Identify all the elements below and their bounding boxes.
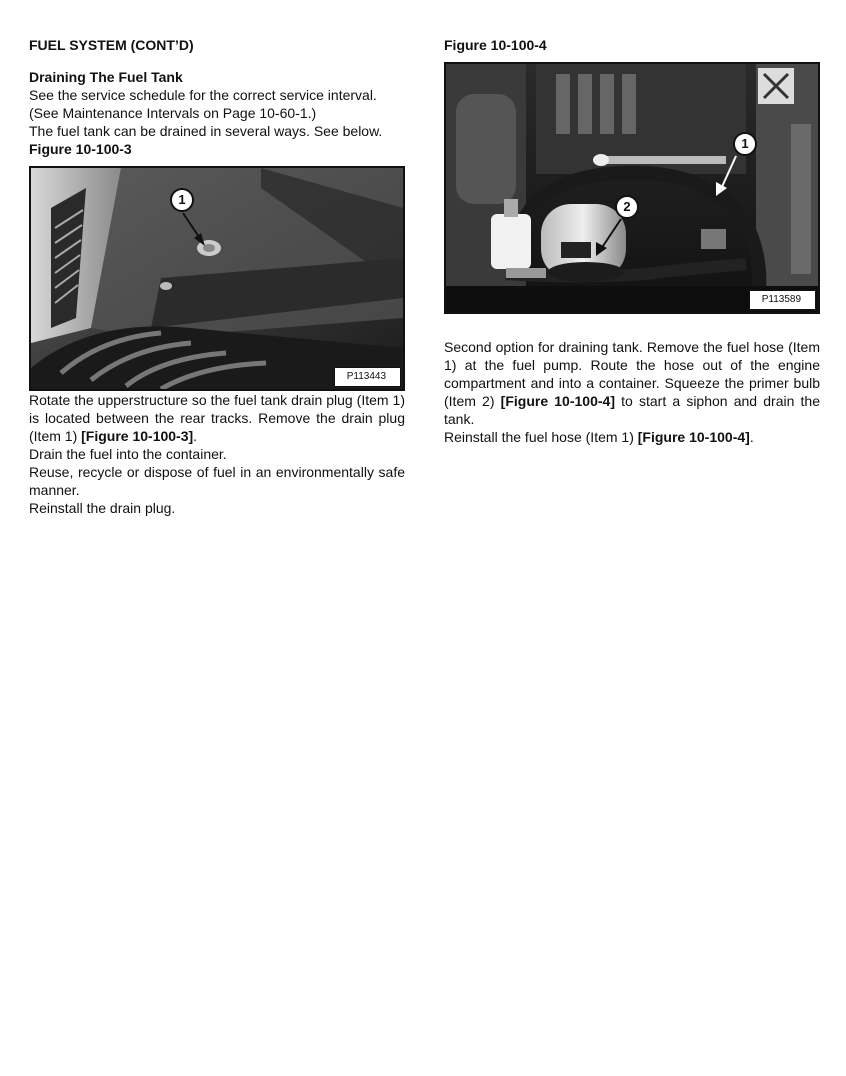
right-column [444, 36, 820, 446]
sentence-end: . [749, 429, 754, 445]
figure-10-100-3-caption: Figure 10-100-3 [29, 141, 132, 157]
rotate-instruction-text: Rotate the upperstructure so the fuel tank drain plug (Item 1) is located between the rear tracks. Remove the drain plug (Item 1) [29, 392, 405, 444]
service-interval-paragraph [29, 86, 405, 122]
service-interval-line: See the service schedule for the correct service interval. [29, 87, 377, 103]
figure-10-100-4-caption: Figure 10-100-4 [444, 37, 547, 53]
photo-id-label: P113589 [749, 290, 816, 310]
item-2-callout: 2 [615, 195, 639, 219]
photo-id-label: P113443 [334, 367, 401, 387]
figure-reference: [Figure 10-100-4] [637, 429, 750, 445]
figure-10-100-4-photo [444, 62, 820, 314]
subsection-title: Draining The Fuel Tank [29, 69, 183, 85]
second-option-paragraph [444, 338, 820, 428]
figure-reference: [Figure 10-100-4] [500, 393, 615, 409]
rotate-upperstructure-paragraph [29, 391, 405, 445]
drain-fuel-paragraph: Drain the fuel into the container. [29, 446, 227, 462]
figure-reference: [Figure 10-100-3] [81, 428, 194, 444]
second-option-end: to start a siphon and drain the tank. [444, 393, 820, 427]
reinstall-drain-plug-paragraph: Reinstall the drain plug. [29, 500, 176, 516]
sentence-end: . [193, 428, 198, 444]
drain-ways-paragraph: The fuel tank can be drained in several ways. See below. [29, 123, 383, 139]
maintenance-reference-line: (See Maintenance Intervals on Page 10-60-1.) [29, 105, 317, 121]
drain-plug-photo-illustration [31, 168, 403, 389]
item-1-callout: 1 [733, 132, 757, 156]
section-title: FUEL SYSTEM (CONT’D) [29, 37, 194, 53]
item-1-callout: 1 [170, 188, 194, 212]
reinstall-fuel-hose-paragraph [444, 428, 820, 446]
figure-10-100-3-photo [29, 166, 405, 391]
dispose-fuel-paragraph: Reuse, recycle or dispose of fuel in an environmentally safe manner. [29, 464, 405, 498]
second-option-text: Second option for draining tank. Remove the fuel hose (Item 1) at the fuel pump. Route the hose out of the engine compartment and into a container. Squeeze the primer bulb (Item 2) [444, 339, 820, 409]
left-column [29, 36, 405, 517]
fuel-pump-photo-illustration [446, 64, 818, 312]
reinstall-hose-text: Reinstall the fuel hose (Item 1) [444, 429, 638, 445]
